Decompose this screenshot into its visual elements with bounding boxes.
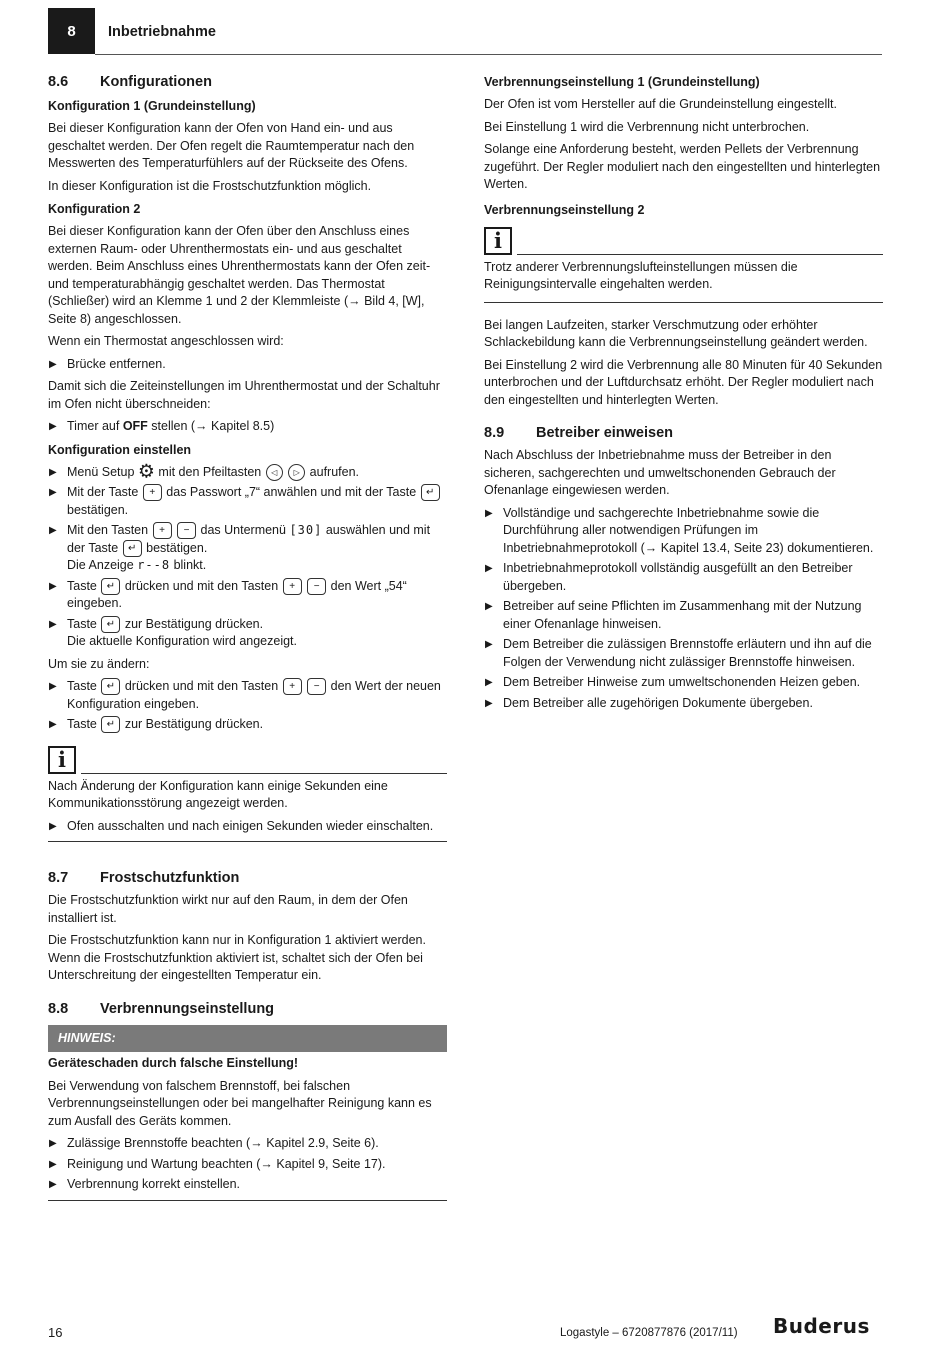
list-item: ▶ Ofen ausschalten und nach einigen Sekunden wieder einschalten. [49,818,434,833]
konfig-einstellen-steps [48,461,447,651]
header-rule [95,54,882,55]
list-item: ▶ Dem Betreiber Hinweise zum umweltschonenden Heizen geben. [485,675,861,689]
list-item: ▶ Inbetriebnahmeprotokoll vollständig ausgefüllt an den Betreiber übergeben. [485,561,853,593]
minus-key-icon: − [177,522,196,539]
left-column [48,72,447,1201]
konfig-einstellen-heading: Konfiguration einstellen [48,442,192,457]
section-8-6-heading: 8.6 Konfigurationen [48,74,212,90]
section-8-7-heading: 8.7 Frostschutzfunktion [48,870,240,887]
verbrennung1-text-2: Bei Einstellung 1 wird die Verbrennung nicht unterbrochen. [484,119,810,134]
page-number: 16 [48,1325,63,1340]
minus-key-icon: − [307,678,326,695]
konfig1-frost-text: In dieser Konfiguration ist die Frostschutzfunktion möglich. [48,178,372,193]
enter-key-icon: ↵ [101,678,120,695]
konfig2-text: Bei dieser Konfiguration kann der Ofen über den Anschluss eines externen Raum- oder Uhrenthermostats ein- und aus geschaltet werden. Beim Anschluss eines Uhrenthermostats kann der Ofen zeit- und temperaturabhängig geschaltet werden. Das Thermostat (Schließer) wird an Klemme 1 und 2 der Klemmleiste (→ Bild 4, [W], Seite 8) angeschlossen. [48,224,431,326]
konfig2-heading: Konfiguration 2 [48,202,141,216]
info-text: Trotz anderer Verbrennungslufteinstellungen müssen die Reinigungsintervalle eingehalten werden. [484,259,798,291]
list-item: ▶ Taste ↵ drücken und mit den Tasten + − den Wert der neuen Konfiguration eingeben. [49,679,441,711]
list-item: ▶ Mit der Taste + das Passwort „7“ anwählen und mit der Taste ↵ bestätigen. [48,484,447,519]
timer-text: Damit sich die Zeiteinstellungen im Uhrenthermostat und der Schaltuhr im Ofen nicht überschneiden: [48,379,440,411]
verbrennung1-heading: Verbrennungseinstellung 1 (Grundeinstellung) [484,75,760,89]
list-item: ▶ Mit den Tasten + − das Untermenü [30] auswählen und mit der Taste ↵ bestätigen. Die Anzeige r--8 blinkt. [48,522,447,575]
enter-key-icon: ↵ [101,716,120,733]
enter-key-icon: ↵ [101,578,120,595]
brand-logo: Buderus [773,1314,870,1338]
plus-key-icon: + [283,678,302,695]
frost-text-2: Die Frostschutzfunktion kann nur in Konfiguration 1 aktiviert werden. Wenn die Frostschutzfunktion aktiviert ist, schaltet sich der Ofen bei Unterschreitung der eingestellten Temperatur ein. [48,933,426,983]
frost-text-1: Die Frostschutzfunktion wirkt nur auf den Raum, in dem der Ofen installiert ist. [48,893,408,925]
verbrennung2-text-1: Bei langen Laufzeiten, starker Verschmutzung oder erhöhter Schlackebildung kann die Verbrennungseinstellung geändert werden. [484,317,868,349]
chapter-title: Inbetriebnahme [108,24,216,40]
plus-key-icon: + [153,522,172,539]
info-steps [48,818,447,836]
list-item: ▶ Vollständige und sachgerechte Inbetriebnahme sowie die Durchführung aller notwendigen Prüfungen im Inbetriebnahmeprotokoll (→ Kapitel 13.4, Seite 23) dokumentieren. [485,505,874,555]
plus-key-icon: + [143,484,162,501]
warning-block [48,1055,447,1201]
chapter-number: 8 [48,8,95,54]
info-text: Nach Änderung der Konfiguration kann einige Sekunden eine Kommunikationsstörung angezeigt werden. [48,778,388,811]
verbrennung2-heading: Verbrennungseinstellung 2 [484,202,645,217]
enter-key-icon: ↵ [101,616,120,633]
hinweis-banner: HINWEIS: [48,1025,447,1053]
list-item: ▶ Dem Betreiber alle zugehörigen Dokumente übergeben. [485,695,813,710]
right-column [484,72,883,717]
list-item: ▶ Reinigung und Wartung beachten (→ Kapitel 9, Seite 17). [49,1156,386,1171]
document-id: Logastyle – 6720877876 (2017/11) [560,1327,738,1339]
verbrennung1-text-1: Der Ofen ist vom Hersteller auf die Grundeinstellung eingestellt. [484,97,837,111]
change-text: Um sie zu ändern: [48,656,150,671]
list-item: ▶ Taste ↵ zur Bestätigung drücken. [48,716,447,734]
minus-key-icon: − [307,578,326,595]
thermostat-steps [48,356,447,374]
betreiber-text: Nach Abschluss der Inbetriebnahme muss der Betreiber in den sicheren, sachgerechten und umweltschonenden Gebrauch der Ofenanlage eingewiesen werden. [484,448,836,497]
list-item: ▶ Timer auf OFF stellen (→ Kapitel 8.5) [49,419,275,433]
enter-key-icon: ↵ [421,484,440,501]
list-item: ▶ Taste ↵ zur Bestätigung drücken. Die aktuelle Konfiguration wird angezeigt. [49,616,297,649]
display-segment-icon: r--8 [137,558,171,573]
konfig1-heading: Konfiguration 1 (Grundeinstellung) [48,99,256,113]
enter-key-icon: ↵ [123,540,142,557]
timer-steps [48,418,447,436]
info-box-konfiguration [48,746,447,843]
list-item: ▶ Verbrennung korrekt einstellen. [49,1177,241,1192]
arrow-right-key-icon: ▷ [288,464,305,481]
plus-key-icon: + [283,578,302,595]
submenu-display-icon: [30] [289,523,323,537]
arrow-left-key-icon: ◁ [266,464,283,481]
list-item: ▶ Brücke entfernen. [49,356,166,371]
warning-steps [48,1135,447,1194]
thermostat-text: Wenn ein Thermostat angeschlossen wird: [48,334,284,348]
betreiber-steps [484,505,883,713]
list-item: ▶ Zulässige Brennstoffe beachten (→ Kapitel 2.9, Seite 6). [49,1136,379,1151]
info-icon: i [48,746,76,774]
section-8-8-heading: 8.8 Verbrennungseinstellung [48,1000,275,1017]
change-steps [48,678,447,734]
verbrennung2-text-2: Bei Einstellung 2 wird die Verbrennung alle 80 Minuten für 40 Sekunden unterbrochen und der Luftdurchsatz erhöht. Der Regler moduliert nach den eingestellten und hinterlegten Werten. [484,357,883,407]
konfig1-text: Bei dieser Konfiguration kann der Ofen von Hand ein- und aus geschaltet werden. Der Ofen regelt die Raumtemperatur nach den Messwerten des Temperaturfühlers auf der Rückseite des Ofens. [48,121,415,170]
warning-heading: Geräteschaden durch falsche Einstellung! [48,1056,299,1071]
list-item: ▶ Dem Betreiber die zulässigen Brennstoffe erläutern und ihn auf die Folgen der Verwendung nicht zulässiger Brennstoffe hinweisen. [485,637,872,669]
info-icon: i [484,227,512,255]
list-item: ▶ Betreiber auf seine Pflichten im Zusammenhang mit der Nutzung einer Ofenanlage hinweisen. [485,599,862,631]
info-box-verbrennung [484,227,883,303]
list-item: ▶ Menü Setup ⚙ mit den Pfeiltasten ◁ ▷ aufrufen. [49,461,360,483]
list-item: ▶ Taste ↵ drücken und mit den Tasten + − den Wert „54“ eingeben. [49,578,407,611]
verbrennung1-text-3: Solange eine Anforderung besteht, werden Pellets der Verbrennung zugeführt. Der Regler moduliert nach den eingestellten und hinterlegten Werten. [484,142,881,191]
warning-text: Bei Verwendung von falschem Brennstoff, bei falschen Verbrennungseinstellungen oder bei mangelhafter Reinigung kann es zum Ausfall des Geräts kommen. [48,1078,432,1128]
section-8-9-heading: 8.9 Betreiber einweisen [484,425,673,441]
gear-icon: ⚙ [137,461,155,483]
